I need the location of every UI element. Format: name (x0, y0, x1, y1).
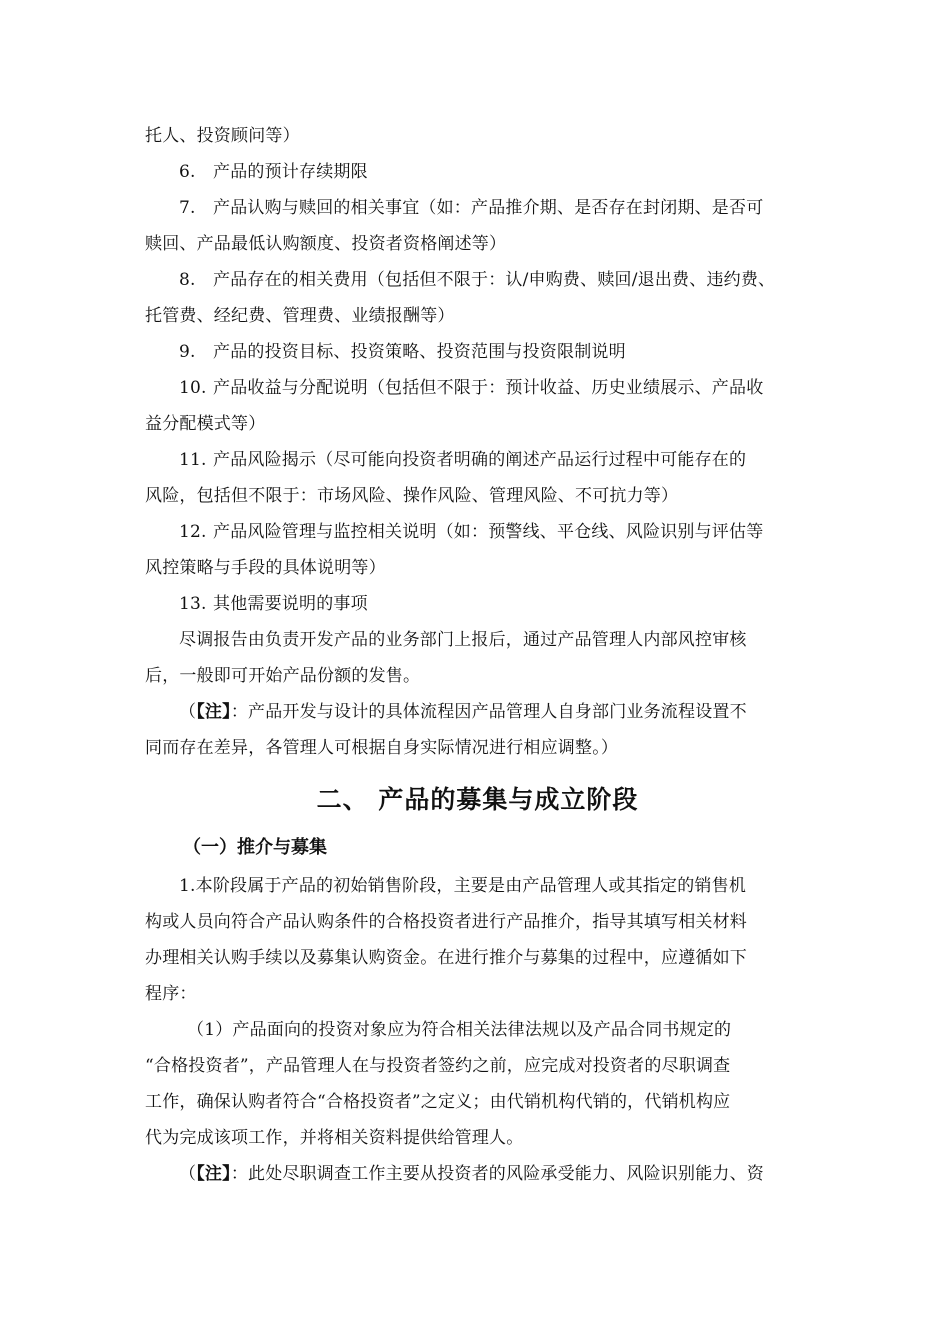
text-line (145, 370, 810, 406)
text-line: 赎回、产品最低认购额度、投资者资格阐述等） (145, 234, 507, 254)
item-text: 产品风险管理与监控相关说明（如：预警线、平仓线、风险识别与评估等 (213, 522, 764, 542)
item-number: 11. (179, 450, 207, 470)
item-number: 12. (179, 522, 207, 542)
text-line: 代为完成该项工作，并将相关资料提供给管理人。 (145, 1128, 524, 1148)
bottom-paragraph-block (145, 868, 810, 1156)
text-line: 后，一般即可开始产品份额的发售。 (145, 666, 421, 686)
text-line (145, 514, 810, 550)
item-number: 7. (179, 198, 196, 218)
text-line: 工作，确保认购者符合“合格投资者”之定义；由代销机构代销的，代销机构应 (145, 1092, 731, 1112)
section-heading: 二、 产品的募集与成立阶段 (316, 785, 639, 814)
item-text: 产品认购与赎回的相关事宜（如：产品推介期、是否存在封闭期、是否可 (213, 198, 764, 218)
note2-text: ：此处尽职调查工作主要从投资者的风险承受能力、风险识别能力、资 (230, 1164, 765, 1184)
item-number: 6. (179, 162, 196, 182)
item-text: 产品风险揭示（尽可能向投资者明确的阐述产品运行过程中可能存在的 (213, 450, 747, 470)
top-paragraph-block (145, 118, 810, 694)
text-line: 1.本阶段属于产品的初始销售阶段，主要是由产品管理人或其指定的销售机 (179, 876, 747, 896)
text-line: 托管费、经纪费、管理费、业绩报酬等） (145, 306, 455, 326)
note-open-paren: （ (179, 702, 197, 722)
text-line: “合格投资者”，产品管理人在与投资者签约之前，应完成对投资者的尽职调查 (145, 1056, 731, 1076)
text-line (145, 190, 810, 226)
text-line: 尽调报告由负责开发产品的业务部门上报后，通过产品管理人内部风控审核 (179, 630, 747, 650)
note-line-1 (145, 694, 810, 730)
text-line (145, 334, 810, 370)
item-text: 产品收益与分配说明（包括但不限于：预计收益、历史业绩展示、产品收 (213, 378, 764, 398)
item-text: 产品的预计存续期限 (213, 162, 368, 182)
note-text: ：产品开发与设计的具体流程因产品管理人自身部门业务流程设置不 (230, 702, 747, 722)
text-line: 构或人员向符合产品认购条件的合格投资者进行产品推介，指导其填写相关材料 (145, 912, 747, 932)
text-line (145, 262, 810, 298)
text-line: 办理相关认购手续以及募集认购资金。在进行推介与募集的过程中，应遵循如下 (145, 948, 747, 968)
note2-label: 【注】 (196, 1164, 231, 1184)
item-text: 其他需要说明的事项 (213, 594, 368, 614)
text-line: 风险，包括但不限于：市场风险、操作风险、管理风险、不可抗力等） (145, 486, 679, 506)
text-line: 益分配模式等） (145, 414, 266, 434)
item-text: 产品的投资目标、投资策略、投资范围与投资限制说明 (213, 342, 626, 362)
item-number: 13. (179, 594, 207, 614)
item-number: 9. (179, 342, 196, 362)
text-line (145, 586, 810, 622)
item-text: 产品存在的相关费用（包括但不限于：认/申购费、赎回/退出费、违约费、 (213, 270, 776, 290)
item-number: 8. (179, 270, 196, 290)
note2-open-paren: （ (179, 1164, 197, 1184)
text-line: 托人、投资顾问等） (145, 126, 300, 146)
document-page (145, 118, 810, 1192)
text-line: 程序： (145, 984, 197, 1004)
note-label: 【注】 (196, 702, 231, 722)
note-line-2: 同而存在差异，各管理人可根据自身实际情况进行相应调整。） (145, 738, 619, 758)
sub-heading: （一）推介与募集 (183, 837, 327, 858)
note2-line (145, 1156, 810, 1192)
item-number: 10. (179, 378, 207, 398)
text-line (145, 442, 810, 478)
text-line: （1）产品面向的投资对象应为符合相关法律法规以及产品合同书规定的 (187, 1020, 732, 1040)
text-line: 风控策略与手段的具体说明等） (145, 558, 386, 578)
text-line (145, 154, 810, 190)
